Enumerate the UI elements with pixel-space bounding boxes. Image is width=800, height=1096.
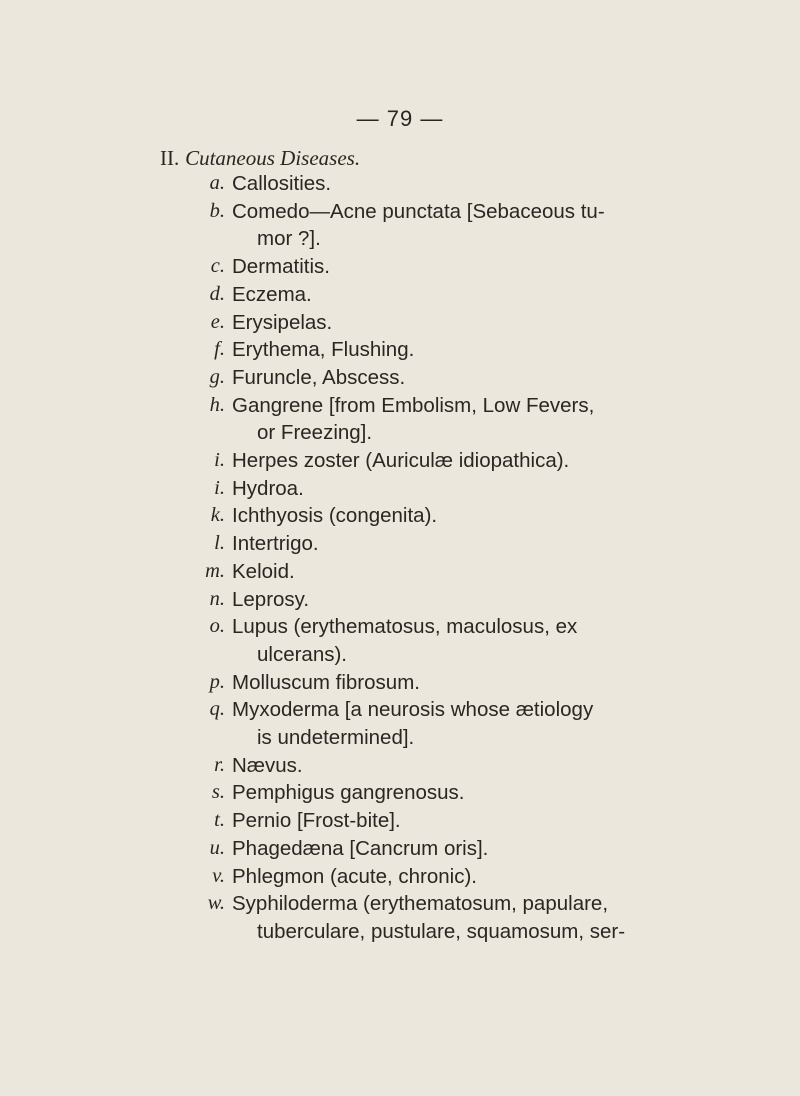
item-letter: s. <box>211 781 225 804</box>
item-letter: v. <box>212 864 225 887</box>
list-item <box>0 558 800 586</box>
item-text: Lupus (erythematosus, maculosus, ex <box>232 615 578 639</box>
item-text: Syphiloderma (erythematosum, papulare, <box>232 892 609 916</box>
list-item <box>0 170 800 198</box>
item-letter: r. <box>214 753 225 776</box>
item-text: Myxoderma [a neurosis whose ætiology <box>232 698 594 722</box>
list-item <box>0 502 800 530</box>
list-item <box>0 530 800 558</box>
list-item <box>0 364 800 392</box>
item-text: Ichthyosis (congenita). <box>232 504 438 528</box>
item-text: Phagedæna [Cancrum oris]. <box>232 836 489 860</box>
item-letter: h. <box>209 393 225 416</box>
item-text: Furuncle, Abscess. <box>232 365 406 389</box>
item-text: Dermatitis. <box>232 255 330 279</box>
page-number: — 79 — <box>356 106 444 131</box>
item-letter: d. <box>209 282 225 305</box>
item-text: Callosities. <box>232 172 332 195</box>
list-item <box>0 613 800 668</box>
item-text: Nævus. <box>232 753 303 777</box>
list-item <box>0 586 800 614</box>
item-letter: f. <box>214 338 225 361</box>
item-text-continuation: tuberculare, pustulare, squamosum, ser- <box>257 919 626 943</box>
item-text: Leprosy. <box>232 587 310 611</box>
item-letter: k. <box>210 504 225 527</box>
item-text: Phlegmon (acute, chronic). <box>232 864 477 888</box>
item-text: Herpes zoster (Auriculæ idiopathica). <box>232 449 570 473</box>
item-letter: n. <box>209 587 225 610</box>
disease-list <box>0 170 800 946</box>
item-text: Erythema, Flushing. <box>232 338 415 362</box>
list-item <box>0 253 800 281</box>
section-heading <box>160 146 360 171</box>
item-text: Pernio [Frost-bite]. <box>232 809 401 833</box>
item-letter: i. <box>214 476 225 499</box>
list-item <box>0 890 800 945</box>
list-item <box>0 281 800 309</box>
item-letter: t. <box>214 809 225 832</box>
item-text: Gangrene [from Embolism, Low Fevers, <box>232 393 595 417</box>
section-title: Cutaneous Diseases. <box>185 146 361 170</box>
item-letter: q. <box>209 698 225 721</box>
list-item <box>0 309 800 337</box>
list-item <box>0 807 800 835</box>
item-text-continuation: or Freezing]. <box>257 421 373 445</box>
list-item <box>0 863 800 891</box>
item-text: Keloid. <box>232 559 295 583</box>
item-text: Hydroa. <box>232 476 304 500</box>
item-letter: a. <box>209 172 225 194</box>
list-item <box>0 669 800 697</box>
item-text: Intertrigo. <box>232 532 319 556</box>
item-text-continuation: is undetermined]. <box>257 726 415 750</box>
item-letter: i. <box>214 449 225 472</box>
list-item <box>0 392 800 447</box>
item-text: Eczema. <box>232 282 312 306</box>
item-letter: b. <box>209 199 225 222</box>
item-letter: e. <box>210 310 225 333</box>
list-item <box>0 336 800 364</box>
item-letter: l. <box>214 532 225 555</box>
list-item <box>0 475 800 503</box>
item-letter: u. <box>209 836 225 859</box>
list-item <box>0 696 800 751</box>
list-item <box>0 779 800 807</box>
item-letter: m. <box>205 559 225 582</box>
item-letter: c. <box>210 255 225 278</box>
item-text: Molluscum fibrosum. <box>232 670 420 694</box>
list-item <box>0 835 800 863</box>
list-item <box>0 198 800 253</box>
list-item <box>0 447 800 475</box>
item-text: Pemphigus gangrenosus. <box>232 781 465 805</box>
section-numeral: II. <box>160 146 180 170</box>
item-text: Erysipelas. <box>232 310 333 334</box>
item-letter: g. <box>209 365 225 388</box>
item-letter: p. <box>209 670 225 693</box>
item-letter: o. <box>209 615 225 638</box>
item-letter: w. <box>207 892 225 915</box>
item-text: Comedo—Acne punctata [Sebaceous tu- <box>232 199 605 223</box>
item-text-continuation: ulcerans). <box>257 642 348 666</box>
list-item <box>0 752 800 780</box>
item-text-continuation: mor ?]. <box>257 227 321 251</box>
